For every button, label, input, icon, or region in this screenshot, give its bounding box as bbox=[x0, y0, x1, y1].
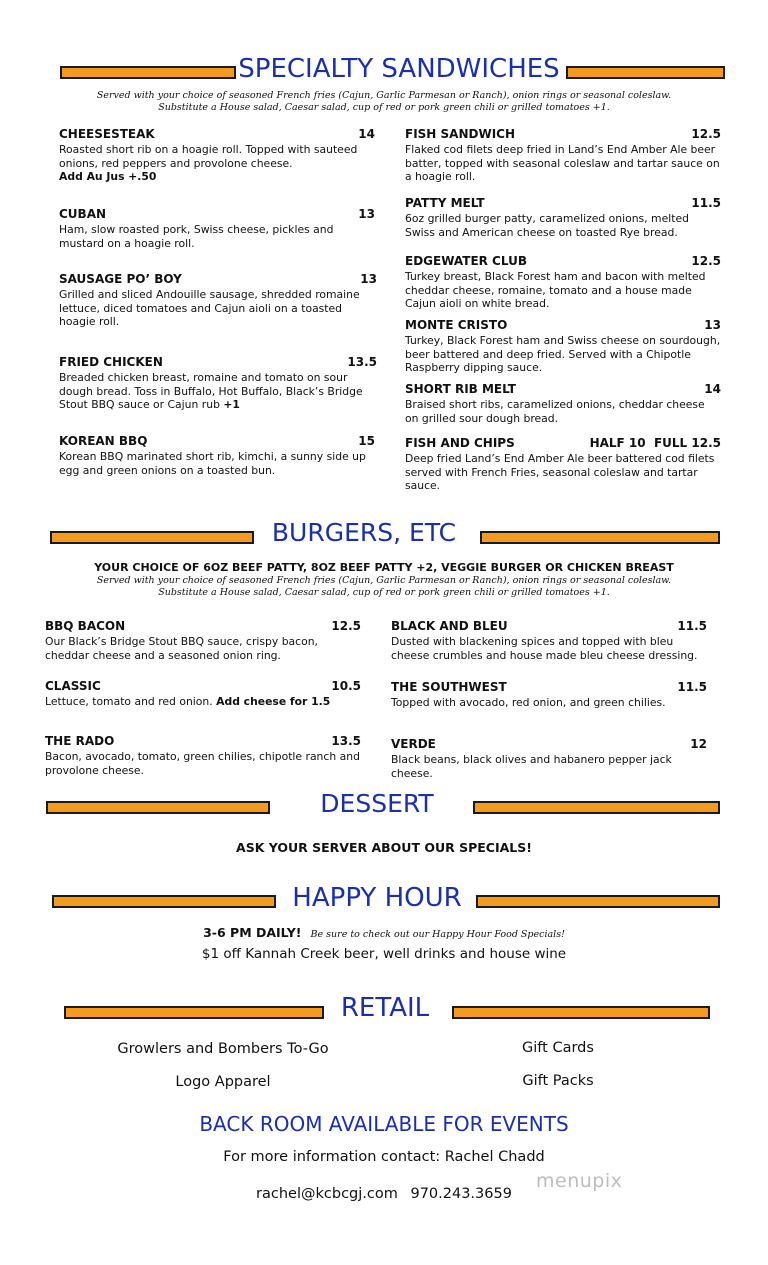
divider-bar bbox=[50, 531, 254, 544]
menu-item-header bbox=[405, 127, 721, 142]
menu-item-description bbox=[45, 750, 361, 777]
menu-item-description-text: Turkey, Black Forest ham and Swiss cheese on sourdough, beer battered and deep fried. Served with a Chipotle Raspberry dipping sauce. bbox=[405, 334, 721, 374]
menu-item bbox=[405, 196, 721, 239]
menu-item-name: FRIED CHICKEN bbox=[59, 355, 163, 369]
menu-item-description-text: Black beans, black olives and habanero pepper jack cheese. bbox=[391, 753, 672, 780]
menu-item bbox=[59, 434, 375, 477]
divider-bar bbox=[476, 895, 720, 908]
menu-item-header bbox=[405, 318, 721, 333]
menu-item-price: 12.5 bbox=[691, 254, 721, 268]
menu-item-header bbox=[59, 272, 377, 287]
menu-item-price: 13.5 bbox=[331, 734, 361, 748]
menu-item-description-text: Braised short ribs, caramelized onions, cheddar cheese on grilled sour dough bread. bbox=[405, 398, 705, 425]
menu-item bbox=[405, 436, 721, 493]
menu-item-description-text: Lettuce, tomato and red onion. bbox=[45, 695, 213, 708]
menu-item-name: BBQ BACON bbox=[45, 619, 126, 633]
retail-item: Gift Cards bbox=[522, 1040, 594, 1056]
menu-item-description bbox=[59, 371, 377, 412]
divider-bar bbox=[452, 1006, 710, 1019]
menu-item-price: 14 bbox=[358, 127, 375, 141]
menu-item-description bbox=[391, 753, 707, 780]
menu-item bbox=[405, 254, 721, 311]
menu-item bbox=[391, 619, 707, 662]
menu-item-description bbox=[405, 212, 721, 239]
menu-item-description-text: Topped with avocado, red onion, and green chilies. bbox=[391, 696, 666, 709]
menu-item-header bbox=[405, 382, 721, 397]
menu-item-description bbox=[405, 452, 721, 493]
menu-item bbox=[59, 355, 377, 412]
menu-item-price: HALF 10 FULL 12.5 bbox=[589, 436, 721, 450]
happy-hour-deal: $1 off Kannah Creek beer, well drinks and house wine bbox=[201, 946, 567, 962]
menu-item-description bbox=[405, 398, 721, 425]
menu-item-name: PATTY MELT bbox=[405, 196, 485, 210]
menu-item-price: 14 bbox=[704, 382, 721, 396]
events-contact-details bbox=[0, 1186, 768, 1202]
menu-item-name: THE RADO bbox=[45, 734, 115, 748]
events-title: BACK ROOM AVAILABLE FOR EVENTS bbox=[199, 1112, 569, 1136]
menu-item-description bbox=[391, 635, 707, 662]
menu-item-price: 11.5 bbox=[691, 196, 721, 210]
menu-item-description-text: Turkey breast, Black Forest ham and bacon with melted cheddar cheese, romaine, tomato and a house made Cajun aioli on white bread. bbox=[405, 270, 706, 310]
menu-item-description-text: Our Black’s Bridge Stout BBQ sauce, crispy bacon, cheddar cheese and a seasoned onion ring. bbox=[45, 635, 318, 662]
menu-item-description bbox=[45, 695, 361, 709]
menu-item-description-text: 6oz grilled burger patty, caramelized onions, melted Swiss and American cheese on toasted Rye bread. bbox=[405, 212, 689, 239]
menu-item-header bbox=[45, 619, 361, 634]
menu-item-header bbox=[59, 127, 375, 142]
menu-item-description-text: Breaded chicken breast, romaine and tomato on sour dough bread. Toss in Buffalo, Hot Buffalo, Black’s Bridge Stout BBQ sauce or Cajun rub bbox=[59, 371, 363, 411]
retail-item: Gift Packs bbox=[522, 1073, 594, 1089]
divider-bar bbox=[566, 66, 725, 79]
divider-bar bbox=[64, 1006, 324, 1019]
menu-item-price: 12.5 bbox=[331, 619, 361, 633]
menu-item-description bbox=[59, 288, 377, 329]
menu-item-description bbox=[59, 450, 375, 477]
menu-item bbox=[391, 737, 707, 780]
menu-item-description bbox=[405, 270, 721, 311]
menu-item-header bbox=[405, 196, 721, 211]
events-phone[interactable]: 970.243.3659 bbox=[410, 1186, 512, 1202]
menu-item-name: FISH SANDWICH bbox=[405, 127, 516, 141]
menu-item-name: CUBAN bbox=[59, 207, 107, 221]
menu-item-header bbox=[405, 254, 721, 269]
menu-item bbox=[405, 318, 721, 375]
menu-item-header bbox=[59, 434, 375, 449]
menu-item-description bbox=[59, 223, 375, 250]
note-line: Served with your choice of seasoned French fries (Cajun, Garlic Parmesan or Ranch), onion rings or seasonal coleslaw. bbox=[96, 90, 672, 101]
menu-item-price: 12.5 bbox=[691, 127, 721, 141]
menu-item-description bbox=[391, 696, 707, 710]
menu-item-description-text: Grilled and sliced Andouille sausage, shredded romaine lettuce, diced tomatoes and Cajun aioli on a toasted hoagie roll. bbox=[59, 288, 360, 328]
menu-item-description-text: Flaked cod filets deep fried in Land’s End Amber Ale beer batter, topped with seasonal coleslaw and tartar sauce on a hoagie roll. bbox=[405, 143, 720, 183]
happy-hour-time: 3-6 PM DAILY! bbox=[203, 925, 302, 940]
menu-item-price: 13 bbox=[704, 318, 721, 332]
menu-item-name: CHEESESTEAK bbox=[59, 127, 155, 141]
menu-item-header bbox=[59, 207, 375, 222]
divider-bar bbox=[52, 895, 276, 908]
menu-item bbox=[391, 680, 707, 710]
menu-item-price: 13.5 bbox=[347, 355, 377, 369]
burgers-subtitle: YOUR CHOICE OF 6OZ BEEF PATTY, 8OZ BEEF PATTY +2, VEGGIE BURGER OR CHICKEN BREAST bbox=[94, 561, 674, 574]
menu-item-name: SHORT RIB MELT bbox=[405, 382, 516, 396]
menu-item-description bbox=[405, 334, 721, 375]
burgers-note bbox=[0, 575, 768, 599]
menu-item-description-text: Deep fried Land’s End Amber Ale beer battered cod filets served with French Fries, seasonal coleslaw and tartar sauce. bbox=[405, 452, 715, 492]
happy-hour-note: Be sure to check out our Happy Hour Food Specials! bbox=[310, 929, 565, 940]
divider-bar bbox=[60, 66, 236, 79]
menu-item-name: VERDE bbox=[391, 737, 436, 751]
section-title-dessert: DESSERT bbox=[320, 789, 434, 818]
menu-item bbox=[405, 382, 721, 425]
menu-item bbox=[59, 207, 375, 250]
menu-item bbox=[59, 127, 375, 184]
divider-bar bbox=[480, 531, 720, 544]
events-contact: For more information contact: Rachel Chadd bbox=[223, 1149, 545, 1165]
menu-item-description bbox=[59, 143, 375, 184]
sandwiches-note bbox=[0, 90, 768, 114]
menu-item-header bbox=[405, 436, 721, 451]
menu-item-addon: Add Au Jus +.50 bbox=[59, 170, 157, 183]
menu-item-header bbox=[45, 679, 361, 694]
menu-item-description bbox=[45, 635, 361, 662]
menu-item bbox=[45, 734, 361, 777]
menu-item-price: 15 bbox=[358, 434, 375, 448]
retail-item: Growlers and Bombers To-Go bbox=[117, 1041, 329, 1057]
section-title-retail: RETAIL bbox=[340, 993, 430, 1023]
menu-item-addon: Add cheese for 1.5 bbox=[216, 695, 331, 708]
menu-item-name: BLACK AND BLEU bbox=[391, 619, 508, 633]
menu-item-price: 11.5 bbox=[677, 619, 707, 633]
menu-item-name: THE SOUTHWEST bbox=[391, 680, 507, 694]
section-title-happy-hour: HAPPY HOUR bbox=[292, 883, 462, 913]
events-email[interactable]: rachel@kcbcgj.com bbox=[256, 1186, 398, 1202]
menu-item bbox=[405, 127, 721, 184]
menu-item-name: EDGEWATER CLUB bbox=[405, 254, 527, 268]
section-title-burgers: BURGERS, ETC bbox=[271, 518, 457, 547]
menu-item-price: 12 bbox=[690, 737, 707, 751]
menu-item bbox=[59, 272, 377, 329]
note-line: Substitute a House salad, Caesar salad, cup of red or pork green chili or grilled tomatoes +1. bbox=[158, 102, 610, 113]
menu-item-description-text: Ham, slow roasted pork, Swiss cheese, pickles and mustard on a hoagie roll. bbox=[59, 223, 334, 250]
menu-item-header bbox=[59, 355, 377, 370]
menu-item-description-text: Roasted short rib on a hoagie roll. Topped with sauteed onions, red peppers and provolone cheese. bbox=[59, 143, 358, 170]
menu-item bbox=[45, 619, 361, 662]
divider-bar bbox=[473, 801, 720, 814]
menu-item-header bbox=[391, 680, 707, 695]
menu-item-name: MONTE CRISTO bbox=[405, 318, 508, 332]
note-line: Served with your choice of seasoned French fries (Cajun, Garlic Parmesan or Ranch), onion rings or seasonal coleslaw. bbox=[96, 575, 672, 586]
menu-item-description-text: Dusted with blackening spices and topped with bleu cheese crumbles and house made bleu cheese dressing. bbox=[391, 635, 698, 662]
menu-item-description-text: Bacon, avocado, tomato, green chilies, chipotle ranch and provolone cheese. bbox=[45, 750, 360, 777]
menu-item-name: KOREAN BBQ bbox=[59, 434, 148, 448]
menu-item-name: CLASSIC bbox=[45, 679, 101, 693]
retail-item: Logo Apparel bbox=[175, 1074, 271, 1090]
section-title-sandwiches: SPECIALTY SANDWICHES bbox=[238, 54, 560, 84]
menu-item-price: 11.5 bbox=[677, 680, 707, 694]
menu-item-description bbox=[405, 143, 721, 184]
menu-item-header bbox=[391, 737, 707, 752]
menu-item-header bbox=[45, 734, 361, 749]
menu-item-addon: +1 bbox=[223, 398, 240, 411]
watermark-text: menupix bbox=[536, 1170, 623, 1192]
menu-item bbox=[45, 679, 361, 709]
menu-item-description-text: Korean BBQ marinated short rib, kimchi, a sunny side up egg and green onions on a toasted bun. bbox=[59, 450, 366, 477]
note-line: Substitute a House salad, Caesar salad, cup of red or pork green chili or grilled tomatoes +1. bbox=[158, 587, 610, 598]
dessert-specials-text: ASK YOUR SERVER ABOUT OUR SPECIALS! bbox=[236, 840, 532, 855]
menu-item-header bbox=[391, 619, 707, 634]
menu-item-name: SAUSAGE PO’ BOY bbox=[59, 272, 182, 286]
menu-item-price: 13 bbox=[358, 207, 375, 221]
menu-item-name: FISH AND CHIPS bbox=[405, 436, 515, 450]
divider-bar bbox=[46, 801, 270, 814]
menu-item-price: 10.5 bbox=[331, 679, 361, 693]
happy-hour-time-line bbox=[0, 922, 768, 941]
menu-item-price: 13 bbox=[360, 272, 377, 286]
